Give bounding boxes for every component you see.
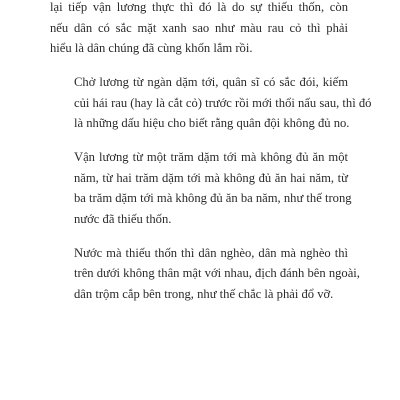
paragraph-1 bbox=[50, 0, 348, 59]
text-line: Vận lương từ một trăm dặm tới mà không đủ ăn một bbox=[74, 150, 348, 164]
text-line: Chở lương từ ngàn dặm tới, quân sĩ có sắc đói, kiếm bbox=[74, 75, 348, 89]
text-line: hiểu là dân chúng đã cùng khốn lắm rồi. bbox=[50, 41, 253, 55]
text-line: lại tiếp vận lương thực thì đó là do sự thiếu thốn, còn bbox=[50, 0, 348, 14]
text-line: nước đã thiếu thốn. bbox=[74, 211, 172, 226]
text-line: nếu dân có sắc mặt xanh sao như màu rau cỏ thì phải bbox=[50, 20, 348, 35]
text-line: ba trăm dặm tới mà không đủ ăn ba năm, như thế trong bbox=[74, 191, 352, 205]
paragraph-2 bbox=[50, 72, 372, 134]
paragraph-3 bbox=[50, 147, 352, 229]
text-line: năm, từ hai trăm dặm tới mà không đủ ăn hai năm, từ bbox=[74, 170, 348, 185]
text-line: dân trộm cắp bên trong, như thế chắc là phải đổ vỡ. bbox=[74, 286, 334, 301]
text-line: củi hái rau (hay là cắt cỏ) trước rồi mới thổi nấu sau, thì đó bbox=[74, 95, 372, 110]
text-line: Nước mà thiếu thốn thì dân nghèo, dân mà nghèo thì bbox=[74, 245, 348, 260]
paragraph-4 bbox=[50, 243, 360, 305]
text-line: là những dấu hiệu cho biết rằng quân đội không đủ no. bbox=[74, 116, 350, 130]
body-text bbox=[50, 0, 372, 318]
text-line: trên dưới không thân mật với nhau, địch đánh bên ngoài, bbox=[74, 266, 360, 280]
